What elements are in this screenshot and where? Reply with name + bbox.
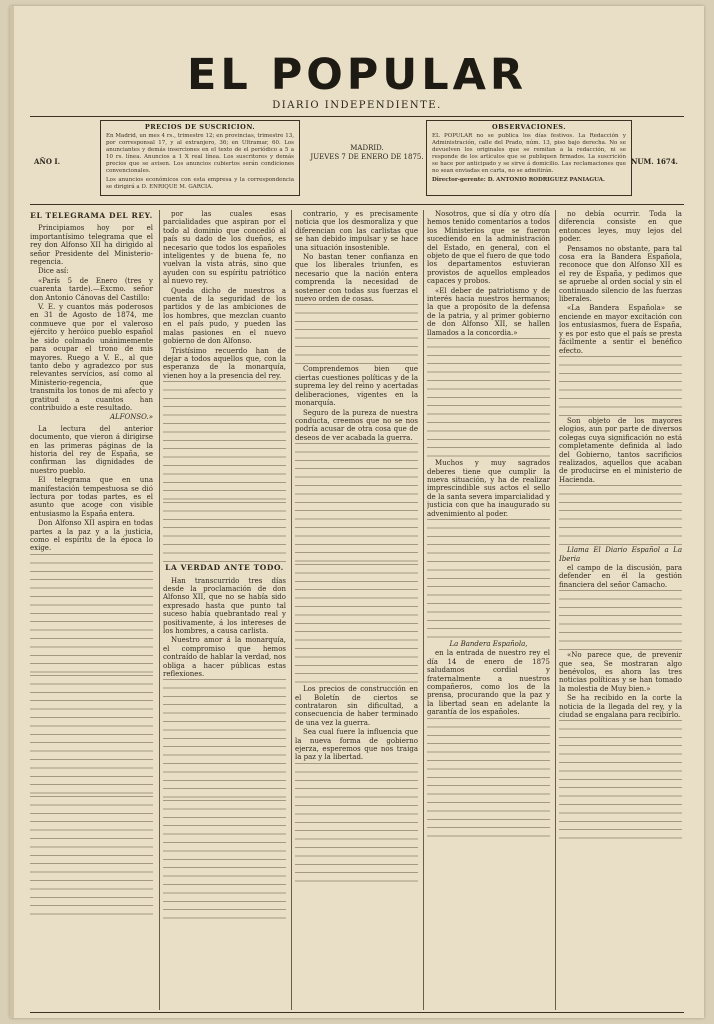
column-4: [427, 210, 550, 1010]
article-paragraph: La lectura del anterior documento, que vieron á dirigirse en las primeras páginas de la historia del rey de España, se confirman las dignidades de nuestro pueblo.: [30, 424, 153, 475]
article-paragraph: El telegrama que en una manifestación tempestuosa se dió lectura por todas partes, es el asunto que acoge con visible entusiasmo la España entera.: [30, 476, 153, 518]
text-lines: [163, 381, 286, 501]
subscription-heading: PRECIOS DE SUSCRICION.: [144, 123, 256, 131]
article-paragraph: No bastan tener confianza en que los liberales triunfen, es necesario que la nación entera comprenda la necesidad de sostener con todas sus fuerzas el nuevo orden de cosas.: [295, 253, 418, 304]
article-paragraph: Muchos y muy sagrados deberes tiene que cumplir la nueva situación, y ha de realizar imprescindible sus actos el sello de la santa severa imparcialidad y justicia con que ha inaugurado su advenimiento al poder.: [427, 459, 550, 518]
article-paragraph: «El deber de patriotismo y de interés hacia nuestros hermanos; la que a propósito de la defensa de la patria, y al primer gobierno de don Alfonso XII, se hallen llamados a la concordia.»: [427, 286, 550, 337]
newspaper-page: [10, 6, 704, 1018]
text-lines: [295, 564, 418, 684]
bottom-rule: [30, 1012, 684, 1013]
observations-signature: Director-gerente: D. ANTONIO RODRIGUEZ PANIAGUA.: [432, 177, 605, 183]
column-rule: [555, 210, 556, 1010]
column-3: [295, 210, 418, 1010]
issue-date: JUEVES 7 DE ENERO DE 1875.: [310, 153, 424, 161]
masthead: [10, 52, 704, 111]
article-paragraph: «No parece que, de prevenir que sea, Se mostraran algo benévolos, es ahora las tres noticias políticas y se han tomado la molestia de Muy bien.»: [559, 651, 682, 693]
text-lines: [427, 519, 550, 639]
column-rule: [291, 210, 292, 1010]
article-signature: ALFONSO.»: [109, 413, 153, 422]
article-paragraph: en la entrada de nuestro rey el día 14 de enero de 1875 saludamos cordial y fraternalmente a nuestros compañeros, como los de la prensa, procurando que la paz y la libertad sean en adelante la garantía de los españoles.: [427, 649, 550, 717]
text-lines: [30, 796, 153, 916]
article-paragraph: V. E. y cuantos más poderosos en 31 de Agosto de 1874, me conmueve que por el valeroso ejército y heróico pueblo español he sido colmado unánimemente para ocupar el trono de mis mayores. Ruego a V. E., al que tanto debo y agradezco por sus relevantes servicios, así como al Ministerio-regencia, que transmita los tonos de mi afecto y gratitud a cuantos han contribuido a este resultado.: [30, 303, 153, 412]
article-paragraph: Sea cual fuere la influencia que la nueva forma de gobierno ejerza, esperemos que nos traiga la paz y la libertad.: [295, 728, 418, 762]
text-lines: [427, 718, 550, 838]
page-fold-shadow: [10, 6, 14, 1018]
article-paragraph: «La Bandera Española» se enciende en mayor excitación con los entusiasmos, fuera de España, y es por esto que el país se presta fácilmente a sentir el benéfico efecto.: [559, 304, 682, 355]
masthead-rule: [30, 116, 684, 117]
article-paragraph: Son objeto de los mayores elogios, aun por parte de diversos colegas cuya significación no está completamente definida al lado del Gobierno, tantos sacrificios realizados, aquellos que acaban de producirse en el ministerio de Hacienda.: [559, 416, 682, 484]
article-paragraph: Principiamos hoy por el importantísimo telegrama que el rey don Alfonso XII ha dirigido al señor Presidente del Ministerio-regencia.: [30, 224, 153, 267]
column-2: [163, 210, 286, 1010]
article-paragraph: el campo de la discusión, para defender en él la gestión financiera del señor Camacho.: [559, 563, 682, 589]
text-lines: [559, 590, 682, 650]
article-paragraph: no debía ocurrir. Toda la diferencia consiste en que entonces leyes, muy lejos del poder.: [559, 210, 682, 244]
article-paragraph: Don Alfonso XII aspira en todas partes a la paz y a la justicia, como el espíritu de la época lo exige.: [30, 519, 153, 553]
article-paragraph: Tristísimo recuerdo han de dejar a todos aquellos que, con la esperanza de la monarquía, vienen hoy a la presencia del rey.: [163, 346, 286, 380]
text-lines: [295, 443, 418, 563]
article-columns: [30, 210, 684, 1010]
text-lines: [295, 304, 418, 364]
article-heading: EL TELEGRAMA DEL REY.: [30, 211, 153, 220]
article-paragraph: Comprendemos bien que ciertas cuestiones políticas y de la suprema ley del reino y acertadas deliberaciones, vigentes en la monarquía.: [295, 365, 418, 408]
date-block: [292, 144, 442, 162]
text-lines: [559, 356, 682, 416]
article-paragraph: Nuestro amor á la monarquía, el compromiso que hemos contraído de hablar la verdad, nos obliga a hacer públicas estas reflexiones.: [163, 636, 286, 678]
article-paragraph: Los precios de construcción en el Boletín de ciertos se contrataron sin dificultad, a consecuencia de haber terminado de una vez la guerra.: [295, 685, 418, 727]
observations-text: EL POPULAR no se publica los días festivos. La Redacción y Administración, calle del Prado, núm. 13, piso bajo derecha. No se devuelven los originales que se remitan a la redacción, ni se responde de los artículos que se publiquen firmados. La suscrición se hace por anticipado y se sirve á domicilio. Las reclamaciones que no sean enviadas en carta, no se admitirán.: [432, 133, 626, 174]
text-lines: [30, 675, 153, 795]
info-rule: [30, 204, 684, 205]
quote-heading: Llama El Diario Español a La Iberia: [559, 546, 682, 563]
column-1: [30, 210, 153, 1010]
place-label: MADRID.: [350, 144, 384, 152]
article-paragraph: Queda dicho de nuestros a cuenta de la seguridad de los partidos y de las ambiciones de los hombres, que mezclan cuanto en el país pudo, y pueden las malas pasiones en el nuevo gobierno de don Alfonso.: [163, 286, 286, 346]
newspaper-title: EL POPULAR: [186, 50, 528, 100]
year-label: AÑO I.: [34, 157, 61, 166]
article-paragraph: Dice así:: [38, 267, 69, 276]
text-lines: [559, 720, 682, 840]
text-lines: [163, 502, 286, 562]
column-5: [559, 210, 682, 1010]
text-lines: [427, 338, 550, 458]
article-heading: LA VERDAD ANTE TODO.: [165, 563, 284, 573]
text-lines: [163, 679, 286, 799]
article-paragraph: Pensamos no obstante, para tal cosa era la Bandera Española, reconoce que don Alfonso XII es el rey de España, y pedimos que se apruebe al orden social y sin el continuado silencio de las fuerzas liberales.: [559, 244, 682, 304]
text-lines: [163, 800, 286, 920]
text-lines: [295, 763, 418, 883]
observations-box: [426, 120, 632, 196]
issue-number: NUM. 1674.: [630, 157, 678, 166]
subscription-box: [100, 120, 300, 196]
text-lines: [30, 554, 153, 674]
article-paragraph: Seguro de la pureza de nuestra conducta, creemos que no se nos podría acusar de otra cosa que de deseos de ver acabada la guerra.: [295, 408, 418, 442]
column-rule: [159, 210, 160, 1010]
subscription-text: En Madrid, un mes 4 rs., trimestre 12; en provincias, trimestre 13, por corresponsal 17, y al extranjero, 36; en Ultramar, 60. Los anunciantes y demás inserciones en el texto de el periódico a 5 a 10 rs. línea. Anuncios a 1 X real línea. Los suscritores y demás precios que se avisen. Los anuncios cubiertos serán condiciones convencionales.: [106, 133, 294, 174]
info-bar: [30, 120, 684, 202]
newspaper-subtitle: DIARIO INDEPENDIENTE.: [272, 100, 442, 111]
article-paragraph: Nosotros, que sí día y otro día hemos tenido comentarios a todos los Ministerios que se fueron sucediendo en la administración del Estado, en general, con el objeto de que el fuero de que todo los departamentos estuvieran provistos de aquellos empleados capaces y probos.: [427, 210, 550, 286]
observations-heading: OBSERVACIONES.: [491, 123, 567, 131]
article-paragraph: Han transcurrido tres días desde la proclamación de don Alfonso XII, que no se había sido expresado hasta que punto tal suceso había quebrantado real y positivamente, á los intereses de los hombres, a causa carlista.: [163, 576, 286, 635]
article-paragraph: «París 5 de Enero (tres y cuarenta tarde).—Excmo. señor don Antonio Cánovas del Castillo:: [30, 276, 153, 302]
article-paragraph: Se ha recibido en la corte la noticia de la llegada del rey, y la ciudad se engalana para recibirlo.: [559, 694, 682, 720]
subscription-note: Los anuncios económicos con esta empresa y la correspondencia se dirigirá a D. ENRIQUE M. GARCIA.: [106, 177, 294, 190]
text-lines: [559, 485, 682, 545]
article-paragraph: por las cuales esas parcialidades que aspiran por el todo al dominio que concedió al país su dado de los dueños, es necesario que todos los españoles inteligentes y de buena fe, no vuelvan la vista atrás, sino que ayuden con su espíritu patriótico al nuevo rey.: [163, 210, 286, 286]
quote-heading: La Bandera Española,: [449, 639, 528, 648]
article-paragraph: contrario, y es precisamente noticia que los desmoraliza y que diferencian con las carlistas que se han debido impulsar y se hace una situación insostenible.: [295, 210, 418, 252]
column-rule: [423, 210, 424, 1010]
